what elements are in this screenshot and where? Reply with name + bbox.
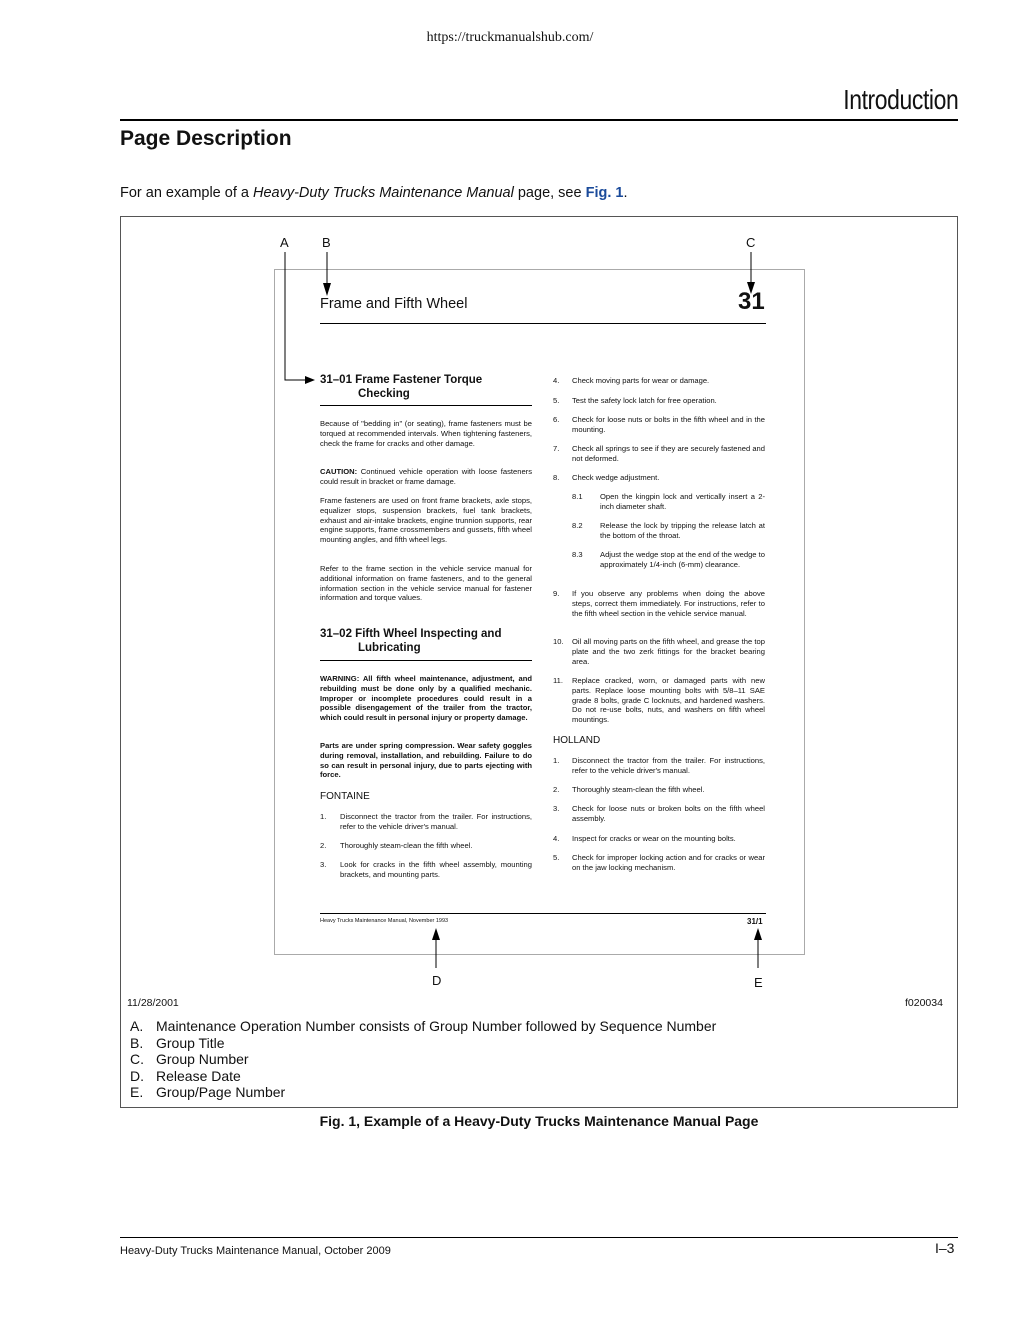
footer-page-number: I–3 bbox=[935, 1240, 955, 1256]
figure-code: f020034 bbox=[905, 997, 943, 1009]
caution-paragraph: CAUTION: Continued vehicle operation with loose fasteners could result in bracket or frame damage. bbox=[320, 467, 532, 486]
page-heading: Page Description bbox=[120, 127, 292, 150]
inner-footer-rule bbox=[320, 913, 766, 914]
footer-rule bbox=[120, 1237, 958, 1238]
leader-a bbox=[285, 252, 305, 380]
callout-a: A bbox=[280, 235, 289, 250]
group-title: Frame and Fifth Wheel bbox=[320, 296, 468, 312]
paragraph-bedding: Because of "bedding in" (or seating), frame fasteners must be torqued at recommended intervals. When tightening fasteners, check the frame for cracks and other damage. bbox=[320, 419, 532, 448]
paragraph-refer: Refer to the frame section in the vehicle service manual for additional information on frame fasteners, and to the general information section in the vehicle service manual for fastener information and torque values. bbox=[320, 564, 532, 603]
figure-link[interactable]: Fig. 1 bbox=[585, 185, 624, 201]
callout-c: C bbox=[746, 235, 756, 250]
footer-manual-title: Heavy-Duty Trucks Maintenance Manual, October 2009 bbox=[120, 1245, 391, 1257]
section-rule bbox=[320, 405, 532, 406]
paragraph-fasteners: Frame fasteners are used on front frame brackets, axle stops, equalizer stops, suspension brackets, fuel tank brackets, exhaust and air-intake brackets, engine trunnion supports, rear engine supports, frame crossmembers and gussets, fifth wheel mounting angles, and fifth wheel legs. bbox=[320, 496, 532, 545]
group-rule bbox=[320, 323, 766, 324]
arrow-e bbox=[754, 928, 762, 940]
legend-item: B. Group Title bbox=[130, 1034, 225, 1051]
intro-text-2: page, see bbox=[513, 185, 586, 201]
fontaine-heading: FONTAINE bbox=[320, 791, 370, 802]
warning-paragraph: WARNING: All fifth wheel maintenance, adjustment, and rebuilding must be done only by a qualified mechanic. Improper or incomplete procedures could result in a possible disengagement of the trailer from the tractor, which could result in personal injury or property damage. bbox=[320, 674, 532, 723]
figure-caption: Fig. 1, Example of a Heavy-Duty Trucks Maintenance Manual Page bbox=[319, 1113, 759, 1129]
figure-date: 11/28/2001 bbox=[127, 997, 179, 1009]
legend-item: D. Release Date bbox=[130, 1067, 241, 1084]
callout-d: D bbox=[432, 973, 442, 988]
section-31-02-title: 31–02 Fifth Wheel Inspecting and Lubricating bbox=[320, 628, 502, 654]
legend-item: A. Maintenance Operation Number consists of Group Number followed by Sequence Number bbox=[130, 1018, 717, 1034]
group-number: 31 bbox=[738, 288, 765, 315]
legend-item: C. Group Number bbox=[130, 1051, 249, 1068]
manual-title: Heavy-Duty Trucks Maintenance Manual bbox=[253, 185, 514, 201]
intro-text: For an example of a bbox=[120, 185, 253, 201]
arrow-a bbox=[305, 376, 315, 384]
arrow-d bbox=[432, 928, 440, 940]
section-rule-2 bbox=[320, 660, 532, 661]
section-title: Introduction bbox=[842, 84, 958, 115]
intro-end: . bbox=[623, 185, 628, 201]
callout-b: B bbox=[322, 235, 331, 250]
inner-release-date: Heavy Trucks Maintenance Manual, November 1993 bbox=[320, 918, 449, 924]
source-url: https://truckmanualshub.com/ bbox=[426, 30, 594, 45]
section-31-01-title: 31–01 Frame Fastener Torque Checking bbox=[320, 374, 483, 400]
arrow-b bbox=[323, 283, 331, 296]
holland-heading: HOLLAND bbox=[553, 735, 601, 746]
figure-legend bbox=[130, 1018, 716, 1101]
legend-item: E. Group/Page Number bbox=[130, 1084, 286, 1101]
callout-e: E bbox=[754, 975, 763, 990]
inner-page-number: 31/1 bbox=[747, 917, 763, 926]
parts-paragraph: Parts are under spring compression. Wear safety goggles during removal, installation, and rebuilding. Failure to do so can result in personal injury, due to parts ejecting with force. bbox=[320, 741, 532, 780]
